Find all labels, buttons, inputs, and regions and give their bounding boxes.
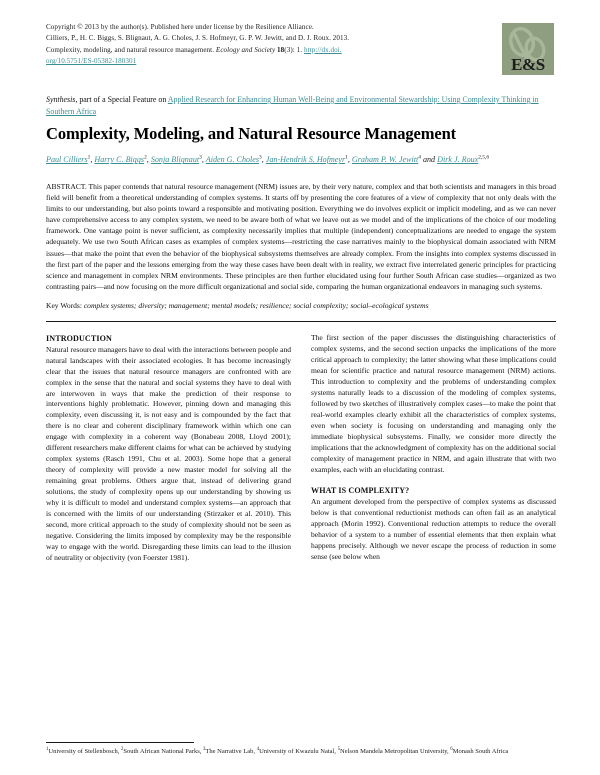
author-affiliation-1: 1 [87,154,91,161]
footnote-marker-2: 2 [120,747,124,753]
keywords-label: Key Words: [46,300,84,310]
section-heading-what-is-complexity: WHAT IS COMPLEXITY? [311,486,410,496]
special-feature-link[interactable]: Applied Research for Enhancing Human Well-Being and Environmental Stewardship: Using Complexity Thinking in Southern Africa [46,95,539,117]
keywords [46,301,556,312]
abstract [46,181,556,292]
citation-title-text: Complexity, modeling, and natural resource management. [46,45,215,54]
special-feature-line [46,94,556,118]
journal-name: Ecology and Society [215,45,276,54]
intro-paragraph: Natural resource managers have to deal with the interactions between people and natural landscapes with their associated ecologies. It has become increasingly clear that the issues that natural resource managers are confronted with are complex in the sense that the natural and social systems they have to deal with are interwoven in ways that make the prediction of their response to interventions highly problematic. However, pinning down and managing this complexity, even discussing it, is not easy and is compounded by the fact that there is no clear and coherent disciplinary framework within which one can engage with complexity in a coherent way (Bonabeau 2008, Lloyd 2001); different researchers make different claims for what can be achieved by studying complex systems (Rasch 1991, Chu et al. 2003). Some hope that a general theory of complexity will provide a new master model for solving all the remaining great problems. Others argue that, instead of delivering grand solutions, the study of complexity opens up our understanding by showing us why it is difficult to model and understand complex systems—an approach that is concerned with the limits of our understanding (Stirzaker et al. 2010). This second, more critical approach to the study of complexity should not be seen as negative. Considering the limits imposed by complexity may be the responsible way to engage with the world. Disregarding these limits can lead to the illusion of neutrality or objectivity (von Foerster 1981). [46,344,291,563]
footnote-text-1: University of Stellenbosch, [48,748,121,756]
section-heading-introduction: INTRODUCTION [46,333,112,343]
author-affiliation-4: 3 [259,154,262,161]
author-affiliation-2: 2 [144,154,147,161]
author-affiliation-7: 2,5,6 [478,154,490,161]
header-divider [46,321,556,322]
journal-issue: (3): 1. [284,45,303,54]
citation-authors-line: Cilliers, P., H. C. Biggs, S. Blignaut, A. G. Choles, J. S. Hofmeyr, G. P. W. Jewitt, and D. J. Roux. 2013. [46,34,350,43]
page-title: Complexity, Modeling, and Natural Resource Management [46,124,457,144]
footnote-text-4: University of Kwazulu Natal, [259,748,338,756]
column-right [311,333,556,564]
author-affiliation-3: 3 [199,154,202,161]
column-left [46,333,291,564]
author-link-3[interactable]: Sonja Blignaut [150,155,200,165]
journal-volume: 18 [277,45,285,54]
complexity-paragraph: An argument developed from the perspective of complex systems as discussed below is that conventional reductionist methods can often fail as an analytical approach (Morin 1992). Conventional reduction attempts to reduce the overall behavior of a system to a number of essential elements that then explain what happens precisely. Although we never escape the process of reduction in some sense (see below when [311,497,556,562]
author-affiliation-5: 1 [345,154,348,161]
author-link-7[interactable]: Dirk J. Roux [437,155,479,165]
citation-title-line [46,45,476,56]
citation-block [46,22,476,68]
footnote-marker-3: 3 [203,747,206,753]
body-columns [46,333,556,564]
doi-line2-wrap [46,56,476,67]
footnote-text-2: South African National Parks, [123,748,204,756]
author-link-5[interactable]: Jan-Hendrik S. Hofmeyr [265,155,346,165]
author-link-1[interactable]: Paul Cilliers [46,155,88,165]
affiliations-list [46,747,556,757]
author-list: Paul Cilliers$^1$, Harry C. Biggs$^2$, Sonja Blignaut$^3$, Aiden G. Choles$^3$, Jan-Hendrik S. Hofmeyr$^1$, Graham P. W. Jewitt$^4$ and Dirk J. Roux$^{2,5,6}$ [46,154,490,165]
footnote-divider [46,742,194,743]
footnote-marker-4: 4 [256,747,260,753]
authors-conjunction: and [422,155,436,165]
footnote-text-3: The Narrative Lab, [205,748,257,756]
footnote-marker-1: 1 [46,747,49,753]
overview-paragraph: The first section of the paper discusses the distinguishing characteristics of complex systems, and the second section unpacks the implications of the more critical approach to complexity; the latter showing what these implications could mean for scientific practice and natural resource management (NRM) actions. This introduction to complexity and the problems of understanding complex systems naturally leads to a discussion of the modeling of complex systems, followed by two sketches of illustratively complex cases—to make the point that real-world examples clearly exhibit all the characteristics of complex systems, even when society is focusing on understanding and managing only the immediate biophysical subsystems. Finally, we consider more directly the implications that the acknowledgment of complexity has on the additional social complexity of management practice in NRM, and again illustrate that with two examples, each with an elucidating contrast. [311,332,556,474]
author-link-2[interactable]: Harry C. Biggs [94,155,145,165]
author-affiliation-6: 4 [418,154,421,161]
feature-prefix-rest: , part of a Special Feature on [75,95,168,104]
ecology-and-society-logo [502,23,554,75]
doi-link-part2[interactable]: org/10.5751/ES-05382-180301 [46,57,137,66]
masthead [46,22,556,75]
feature-prefix-italic: Synthesis [46,95,76,104]
footnote-text-5: Nelson Mandela Metropolitan University, [340,748,451,756]
footnote-text-6: Monash South Africa [452,748,509,756]
footnote-marker-6: 6 [450,747,453,753]
keywords-value: complex systems; diversity; management; mental models; resilience; social complexity; social–ecological systems [83,300,429,310]
doi-link-part1[interactable]: http://dx.doi. [304,45,342,54]
copyright-line: Copyright © 2013 by the author(s). Published here under license by the Resilience Alliance. [46,23,314,31]
author-link-6[interactable]: Graham P. W. Jewitt [351,155,419,165]
logo-label: E&S [511,55,545,74]
abstract-label: ABSTRACT. [46,182,87,191]
footnotes [46,742,556,757]
footnote-marker-5: 5 [337,747,341,753]
author-link-4[interactable]: Aiden G. Choles [205,155,260,165]
abstract-body: This paper contends that natural resource management (NRM) issues are, by their very nature, complex and that both scientists and managers in this broad field will benefit from a theoretical understanding of complex systems. It starts off by presenting the core features of a view of complexity that not only deals with the limits to our understanding, but also points toward a responsible and motivating position. Everything we do involves explicit or implicit modeling, and as we can never have comprehensive access to any complex system, we need to be aware both of what we leave out as we model and of the implications of the choice of our modeling framework. One vantage point is never sufficient, as complexity necessarily implies that multiple (independent) conceptualizations are needed to engage the system adequately. We use two South African cases as examples of complex systems—restricting the case narratives mainly to the biophysical domain associated with NRM issues—that make the point that even the behavior of the biophysical subsystems themselves are already complex. From the insights into complex systems discussed in the first part of the paper and the lessons emerging from the way these cases have been dealt with in reality, we extract five interrelated generic principles for practicing science and management in complex NRM environments. These principles are then further elucidated using four further South African case studies—organized as two contrasting pairs—and now focusing on the more difficult organizational and social side, comparing the human organizational endeavors in managing such systems. [46,182,556,291]
